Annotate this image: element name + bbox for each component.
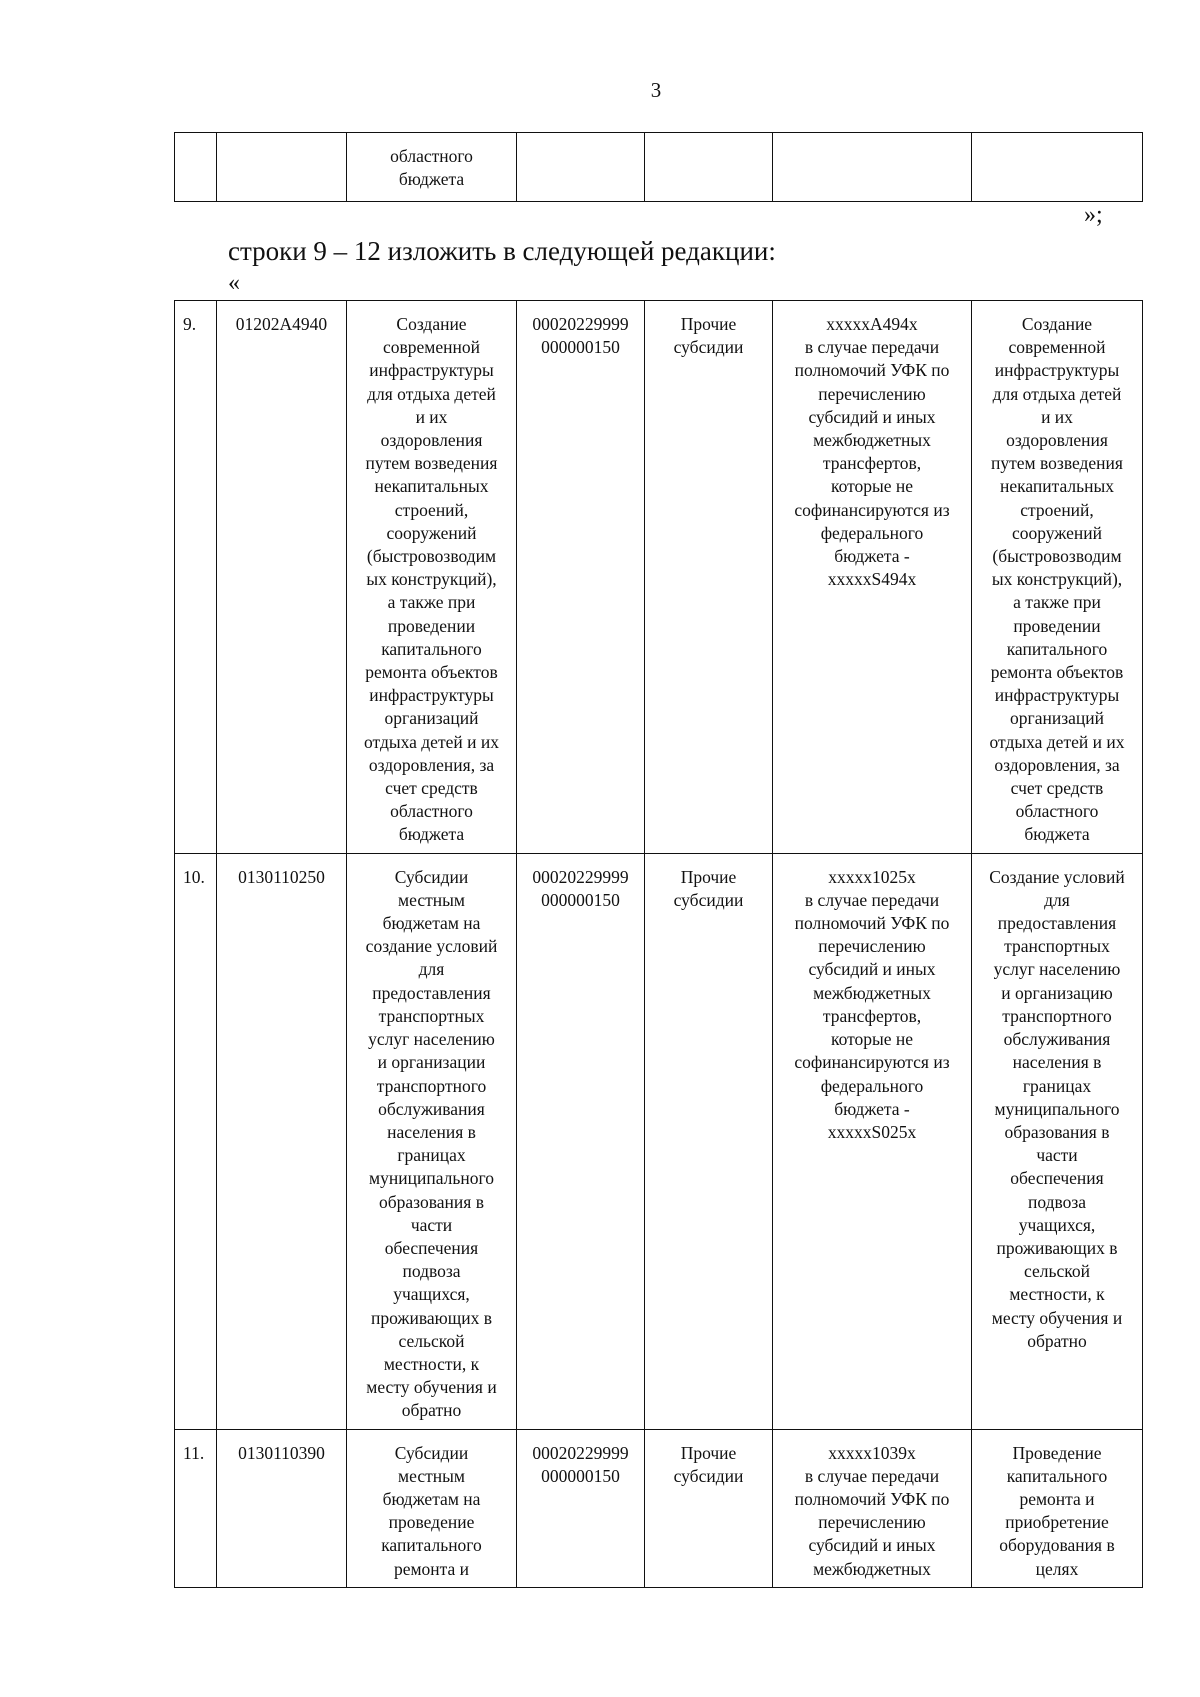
row-target: xxxxxA494x в случае передачи полномочий УФК по перечислению субсидий и иных межбюджетных трансфертов, которые не софинансируются из федерального бюджета - xxxxxS494x <box>773 301 972 854</box>
cell-kbk <box>517 133 645 202</box>
row-name: Субсидии местным бюджетам на создание условий для предоставления транспортных услуг населению и организации транспортного обслуживания населения в границах муниципального образования в части обеспечения подвоза учащихся, проживающих в сельской местности, к месту обучения и обратно <box>347 853 517 1429</box>
page-number: 3 <box>650 78 662 102</box>
row-code: 0130110390 <box>217 1429 347 1587</box>
row-name: Субсидии местным бюджетам на проведение капитального ремонта и <box>347 1429 517 1587</box>
row-target: xxxxx1025x в случае передачи полномочий УФК по перечислению субсидий и иных межбюджетных трансфертов, которые не софинансируются из федерального бюджета - xxxxxS025x <box>773 853 972 1429</box>
closing-quote: »; <box>1084 202 1103 228</box>
row-kbk: 00020229999 000000150 <box>517 1429 645 1587</box>
row-target: xxxxx1039x в случае передачи полномочий УФК по перечислению субсидий и иных межбюджетных <box>773 1429 972 1587</box>
cell-name: областного бюджета <box>347 133 517 202</box>
cell-type <box>645 133 773 202</box>
row-type: Прочие субсидии <box>645 1429 773 1587</box>
row-code: 0130110250 <box>217 853 347 1429</box>
row-number: 9. <box>175 301 217 854</box>
row-kbk: 00020229999 000000150 <box>517 853 645 1429</box>
cell-target <box>773 133 972 202</box>
table-row <box>175 853 1143 1429</box>
row-number: 10. <box>175 853 217 1429</box>
cell-num <box>175 133 217 202</box>
row-name: Создание современной инфраструктуры для отдыха детей и их оздоровления путем возведения некапитальных строений, сооружений (быстровозводим ых конструкций), а также при проведении капитального ремонта объектов инфраструктуры организаций отдыха детей и их оздоровления, за счет средств областного бюджета <box>347 301 517 854</box>
cell-purpose <box>972 133 1143 202</box>
table-row <box>175 1429 1143 1587</box>
instruction-text: строки 9 – 12 изложить в следующей редакции: <box>228 236 776 266</box>
row-purpose: Создание условий для предоставления транспортных услуг населению и организацию транспортного обслуживания населения в границах муниципального образования в части обеспечения подвоза учащихся, проживающих в сельской местности, к месту обучения и обратно <box>972 853 1143 1429</box>
cell-code <box>217 133 347 202</box>
row-kbk: 00020229999 000000150 <box>517 301 645 854</box>
row-purpose: Проведение капитального ремонта и приобретение оборудования в целях <box>972 1429 1143 1587</box>
row-type: Прочие субсидии <box>645 301 773 854</box>
subsidies-table <box>174 300 1143 1588</box>
row-code: 01202А4940 <box>217 301 347 854</box>
continuation-table <box>174 132 1143 202</box>
table-row <box>175 301 1143 854</box>
row-number: 11. <box>175 1429 217 1587</box>
row-purpose: Создание современной инфраструктуры для отдыха детей и их оздоровления путем возведения некапитальных строений, сооружений (быстровозводим ых конструкций), а также при проведении капитального ремонта объектов инфраструктуры организаций отдыха детей и их оздоровления, за счет средств областного бюджета <box>972 301 1143 854</box>
opening-quote: « <box>228 270 240 296</box>
row-type: Прочие субсидии <box>645 853 773 1429</box>
table-row <box>175 133 1143 202</box>
